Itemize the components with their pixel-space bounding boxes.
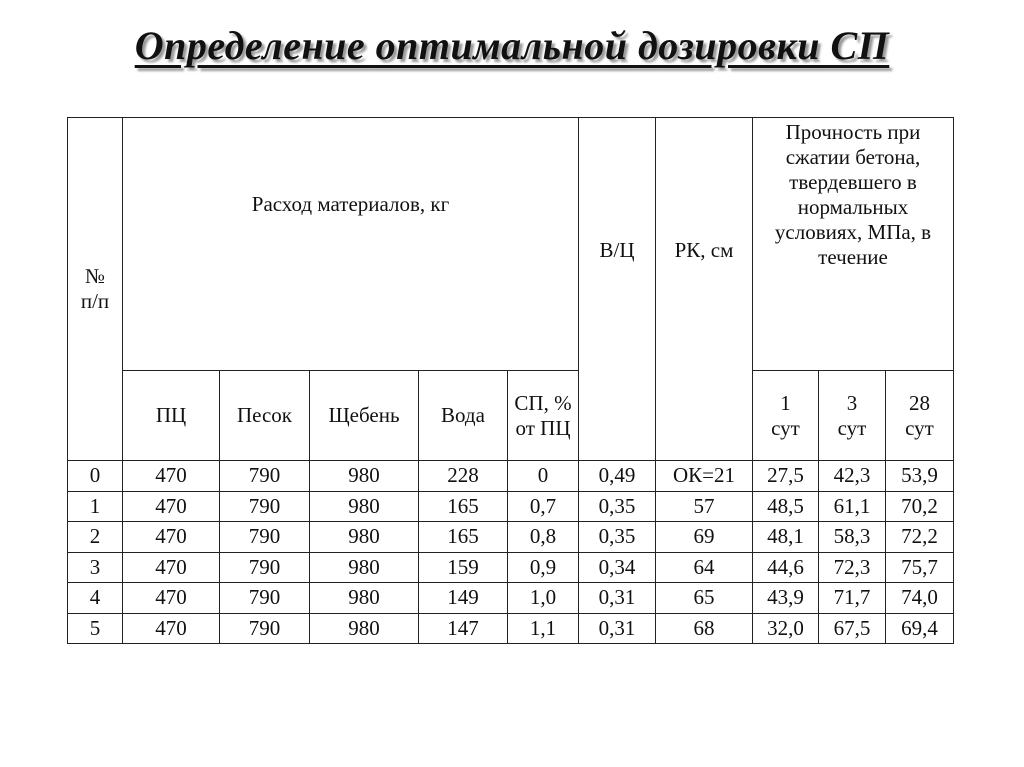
dosage-table (67, 117, 954, 644)
cell-strength-3d: 71,7 (819, 583, 886, 614)
cell-num: 5 (68, 613, 123, 644)
table-row (68, 613, 954, 644)
cell-rk: 68 (656, 613, 753, 644)
cell-strength-1d: 27,5 (753, 461, 819, 492)
header-gravel: Щебень (310, 371, 419, 461)
cell-sp: 0,8 (508, 522, 579, 553)
cell-strength-1d: 32,0 (753, 613, 819, 644)
header-strength-3d: 3 сут (819, 371, 886, 461)
cell-num: 0 (68, 461, 123, 492)
cell-rk: 64 (656, 552, 753, 583)
cell-sp: 1,0 (508, 583, 579, 614)
cell-wc: 0,34 (579, 552, 656, 583)
table-row (68, 491, 954, 522)
cell-rk: 69 (656, 522, 753, 553)
header-rk: РК, см (656, 118, 753, 461)
cell-rk: ОК=21 (656, 461, 753, 492)
header-num: № п/п (68, 118, 123, 461)
cell-strength-1d: 43,9 (753, 583, 819, 614)
header-materials-group: Расход материалов, кг (123, 118, 579, 371)
cell-pc: 470 (123, 461, 220, 492)
cell-wc: 0,35 (579, 522, 656, 553)
cell-pc: 470 (123, 522, 220, 553)
cell-pc: 470 (123, 491, 220, 522)
cell-strength-3d: 58,3 (819, 522, 886, 553)
cell-water: 165 (419, 491, 508, 522)
cell-rk: 57 (656, 491, 753, 522)
cell-rk: 65 (656, 583, 753, 614)
cell-sand: 790 (220, 613, 310, 644)
cell-sp: 0,7 (508, 491, 579, 522)
cell-strength-28d: 75,7 (886, 552, 954, 583)
page-title: Определение оптимальной дозировки СП (134, 23, 890, 68)
cell-gravel: 980 (310, 491, 419, 522)
header-strength-28d: 28 сут (886, 371, 954, 461)
cell-strength-28d: 69,4 (886, 613, 954, 644)
cell-water: 149 (419, 583, 508, 614)
cell-sp: 0,9 (508, 552, 579, 583)
header-sand: Песок (220, 371, 310, 461)
header-water: Вода (419, 371, 508, 461)
cell-strength-1d: 44,6 (753, 552, 819, 583)
cell-water: 165 (419, 522, 508, 553)
table-row (68, 552, 954, 583)
cell-strength-3d: 42,3 (819, 461, 886, 492)
cell-water: 159 (419, 552, 508, 583)
header-wc: В/Ц (579, 118, 656, 461)
cell-gravel: 980 (310, 522, 419, 553)
cell-water: 228 (419, 461, 508, 492)
header-strength-group: Прочность при сжатии бетона, твердевшего в нормальных условиях, МПа, в течение (753, 118, 954, 371)
cell-sand: 790 (220, 552, 310, 583)
cell-sand: 790 (220, 491, 310, 522)
cell-wc: 0,35 (579, 491, 656, 522)
cell-strength-28d: 74,0 (886, 583, 954, 614)
cell-gravel: 980 (310, 583, 419, 614)
cell-wc: 0,31 (579, 613, 656, 644)
cell-num: 4 (68, 583, 123, 614)
cell-strength-28d: 53,9 (886, 461, 954, 492)
cell-strength-3d: 72,3 (819, 552, 886, 583)
cell-sand: 790 (220, 583, 310, 614)
table-row (68, 522, 954, 553)
cell-gravel: 980 (310, 461, 419, 492)
cell-pc: 470 (123, 583, 220, 614)
cell-sand: 790 (220, 522, 310, 553)
cell-strength-3d: 61,1 (819, 491, 886, 522)
cell-pc: 470 (123, 613, 220, 644)
cell-strength-1d: 48,1 (753, 522, 819, 553)
cell-strength-1d: 48,5 (753, 491, 819, 522)
cell-gravel: 980 (310, 552, 419, 583)
header-sp-percent: СП, % от ПЦ (508, 371, 579, 461)
cell-num: 1 (68, 491, 123, 522)
cell-sp: 0 (508, 461, 579, 492)
cell-sand: 790 (220, 461, 310, 492)
cell-strength-28d: 72,2 (886, 522, 954, 553)
cell-wc: 0,49 (579, 461, 656, 492)
table-row (68, 583, 954, 614)
cell-strength-28d: 70,2 (886, 491, 954, 522)
cell-water: 147 (419, 613, 508, 644)
cell-gravel: 980 (310, 613, 419, 644)
cell-num: 3 (68, 552, 123, 583)
cell-num: 2 (68, 522, 123, 553)
cell-sp: 1,1 (508, 613, 579, 644)
cell-strength-3d: 67,5 (819, 613, 886, 644)
cell-wc: 0,31 (579, 583, 656, 614)
header-strength-1d: 1 сут (753, 371, 819, 461)
cell-pc: 470 (123, 552, 220, 583)
table-row (68, 461, 954, 492)
header-pc: ПЦ (123, 371, 220, 461)
